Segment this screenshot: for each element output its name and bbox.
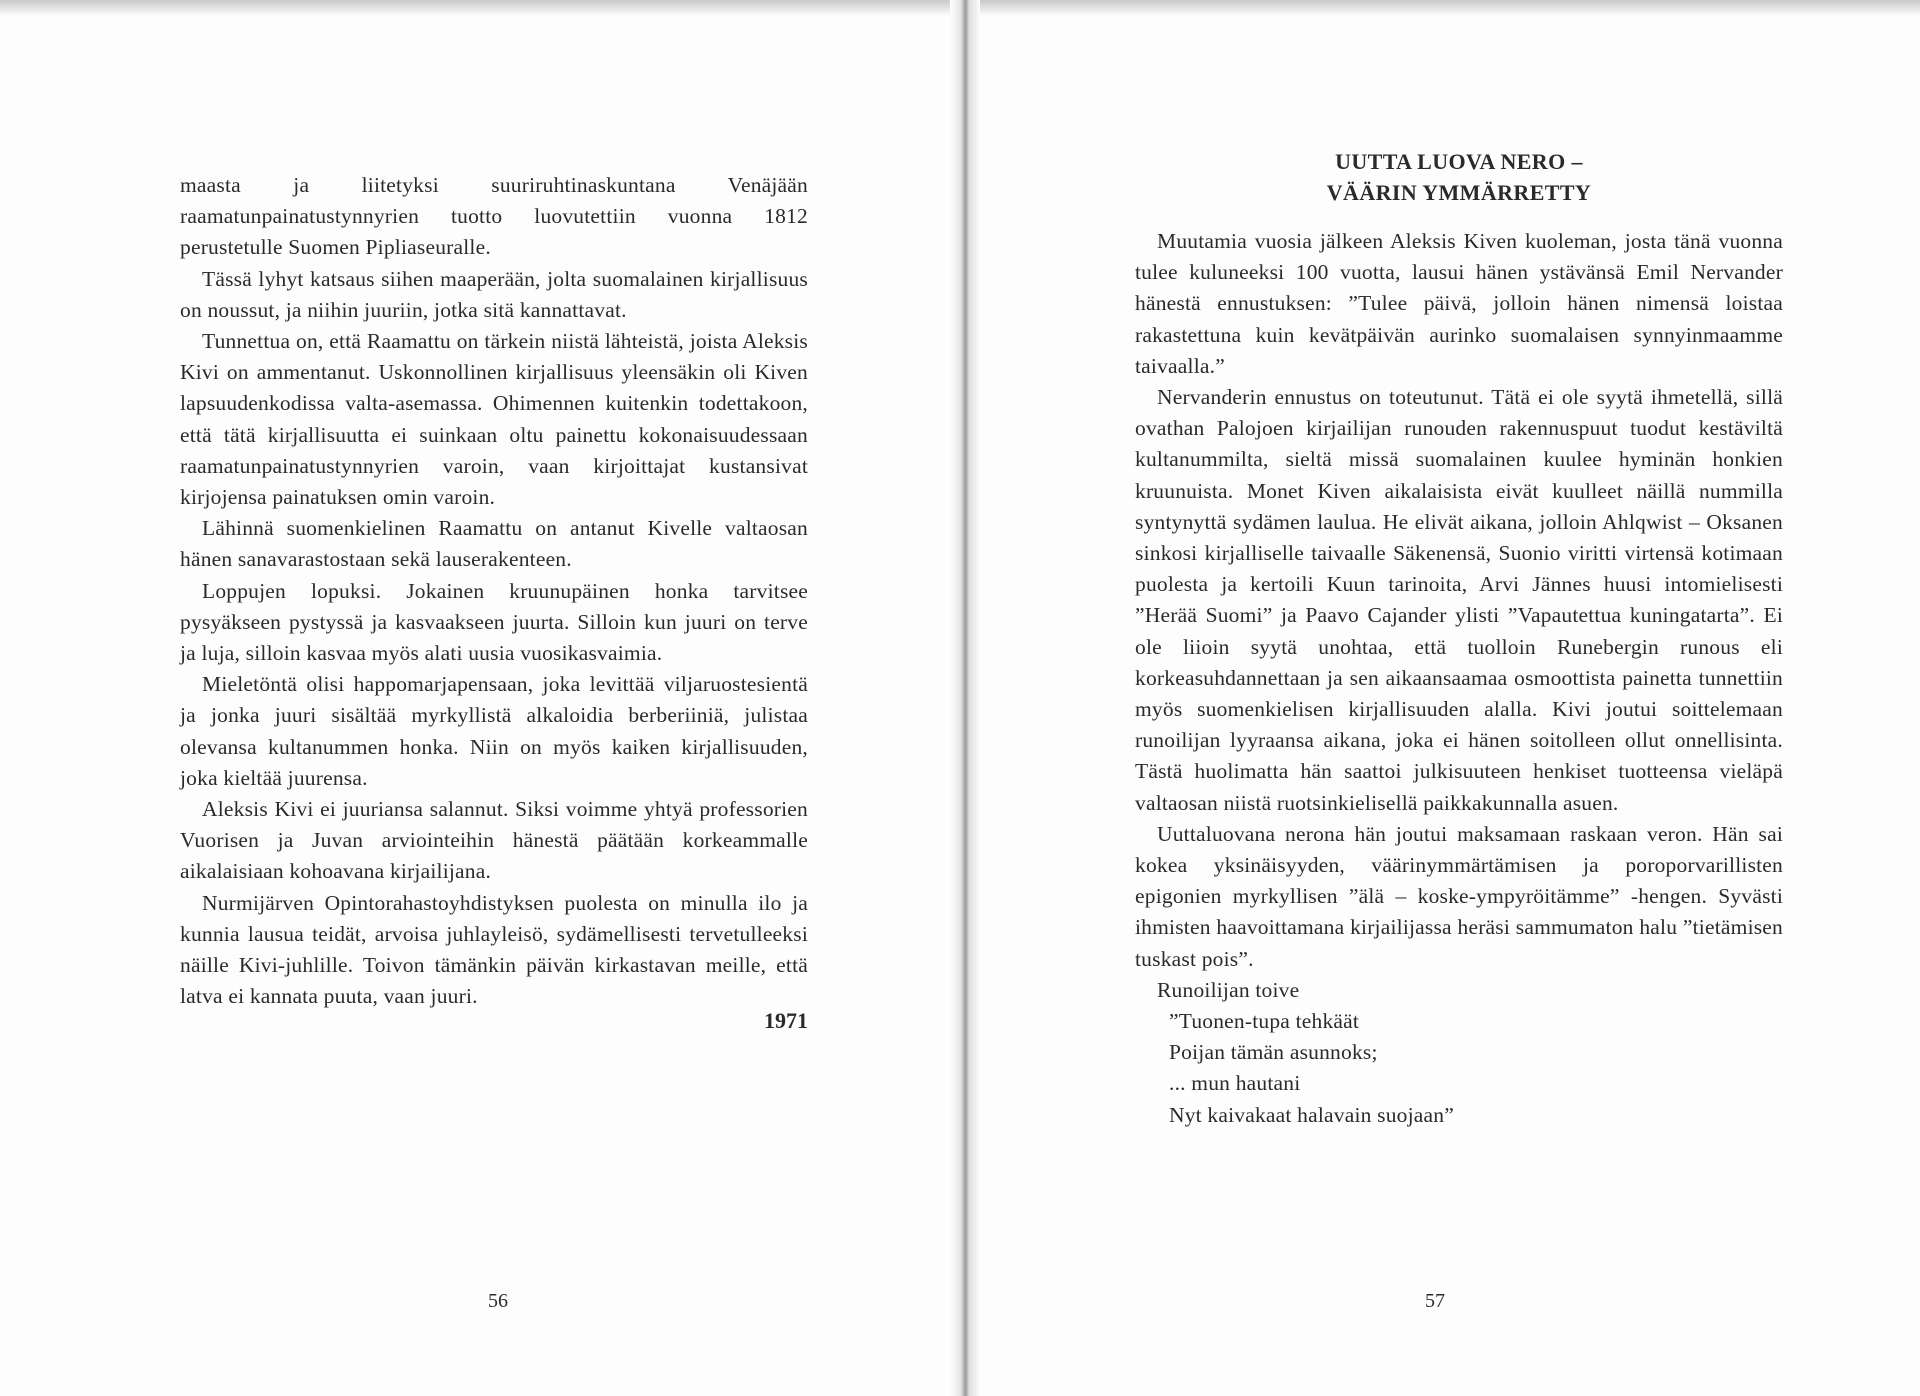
chapter-heading	[1135, 146, 1783, 208]
poem-line: ... mun hautani	[1169, 1071, 1301, 1096]
paragraph: Lähinnä suomenkielinen Raamattu on antanut Kivelle valtaosan hänen sanavarastostaan sekä lauserakenteen.	[180, 516, 808, 572]
right-page-text	[1135, 226, 1783, 1131]
paragraph: maasta ja liitetyksi suuriruhtinaskuntana Venäjään raamatunpainatustynnyrien tuotto luovutettiin vuonna 1812 perustetulle Suomen Pipliaseuralle.	[180, 173, 808, 260]
page-number: 56	[488, 1290, 508, 1312]
paragraph: Tässä lyhyt katsaus siihen maaperään, jolta suomalainen kirjallisuus on noussut, ja niihin juuriin, jotka sitä kannattavat.	[180, 266, 808, 322]
left-page-text	[180, 170, 808, 1012]
paragraph: Tunnettua on, että Raamattu on tärkein niistä lähteistä, joista Aleksis Kivi on ammentanut. Uskonnollinen kirjallisuus yleensäkin oli Kiven lapsuudenkodissa valta-asemassa. Ohimennen kuitenkin todettakoon, että tätä kirjallisuutta ei suinkaan oltu painettu kokonaisuudessaan raamatunpainatustynnyrien varoin, vaan kirjoittajat kustansivat kirjojensa painatuksen omin varoin.	[180, 329, 808, 510]
book-spine	[950, 0, 980, 1396]
poem-line: Poijan tämän asunnoks;	[1169, 1040, 1378, 1065]
poem-line: ”Tuonen-tupa tehkäät	[1169, 1009, 1360, 1034]
paragraph: Muutamia vuosia jälkeen Aleksis Kiven kuoleman, josta tänä vuonna tulee kuluneeksi 100 vuotta, lausui hänen ystävänsä Emil Nervander hänestä ennustuksen: ”Tulee päivä, jolloin hänen nimensä loistaa rakastettuna kuin kevätpäivän aurinko suomalaisen synnyinmaamme taivaalla.”	[1135, 229, 1783, 378]
page-number: 57	[1425, 1290, 1445, 1312]
poem-intro: Runoilijan toive	[1157, 977, 1300, 1002]
paragraph: Mieletöntä olisi happomarjapensaan, joka levittää viljaruostesientä ja jonka juuri sisältää myrkyllistä alkaloidia berberiiniä, julistaa olevansa kultanummen honka. Niin on myös kaiken kirjallisuuden, joka kieltää juurensa.	[180, 672, 808, 790]
paragraph: Nurmijärven Opintorahastoyhdistyksen puolesta on minulla ilo ja kunnia lausua teidät, arvoisa juhlayleisö, sydämellisesti tervetulleeksi näille Kivi-juhlille. Toivon tämänkin päivän kirkastavan meille, että latva ei kannata puuta, vaan juuri.	[180, 890, 808, 1009]
paragraph: Loppujen lopuksi. Jokainen kruunupäinen honka tarvitsee pysyäkseen pystyssä ja kasvaakseen juurta. Silloin kun juuri on terve ja luja, silloin kasvaa myös alati uusia vuosikasvaimia.	[180, 578, 808, 666]
paragraph: Aleksis Kivi ei juuriansa salannut. Siksi voimme yhtyä professorien Vuorisen ja Juvan arviointeihin hänestä päätään korkeammalle aikalaisiaan kohoavana kirjailijana.	[180, 797, 808, 884]
left-page	[0, 0, 950, 1396]
heading-line: UUTTA LUOVA NERO –	[1335, 149, 1583, 174]
poem-line: Nyt kaivakaat halavain suojaan”	[1169, 1102, 1454, 1127]
heading-line: VÄÄRIN YMMÄRRETTY	[1326, 180, 1592, 205]
poem	[1135, 1006, 1783, 1131]
paragraph: Nervanderin ennustus on toteutunut. Tätä ei ole syytä ihmetellä, sillä ovathan Palojoen kirjailijan runouden rakennuspuut tuodut kestäviltä kultanummilta, sieltä missä suomalainen kuulee hyminän honkien kruunuista. Monet Kiven aikalaisista eivät kuulleet näillä nummilla syntynyttä sydämen laulua. He elivät aikana, jolloin Ahlqwist – Oksanen sinkosi kirjalliselle taivaalle Säkenensä, Suonio viritti virtensä kotimaan puolesta ja kertoili Kuun tarinoita, Arvi Jännes huusi intomielisesti ”Herää Suomi” ja Paavo Cajander ylisti ”Vapautettua kuningatarta”. Ei ole liioin syytä unohtaa, että tuolloin Runebergin runous eli korkeasuhdannettaan ja sen aikaansaamaa osmoottista painetta tunnettiin myös suomenkielisen kirjallisuuden alalla. Kivi joutui soittelemaan runoilijan lyyraansa aikana, joka ei hänen soitolleen ollut onnellisinta. Tästä huolimatta hän saattoi julkisuuteen henkiset tuotteensa vieläpä valtaosan niistä ruotsinkielisellä paikkakunnalla asuen.	[1135, 385, 1783, 815]
paragraph: Uuttaluovana nerona hän joutui maksamaan raskaan veron. Hän sai kokea yksinäisyyden, väärinymmärtämisen ja poroporvarillisten epigonien myrkyllisen ”älä – koske-ympyröitämme” -hengen. Syvästi ihmisten haavoittamana kirjailijassa heräsi sammumaton halu ”tietämisen tuskast pois”.	[1135, 821, 1783, 971]
year-label: 1971	[764, 1008, 808, 1033]
right-page	[980, 0, 1920, 1396]
